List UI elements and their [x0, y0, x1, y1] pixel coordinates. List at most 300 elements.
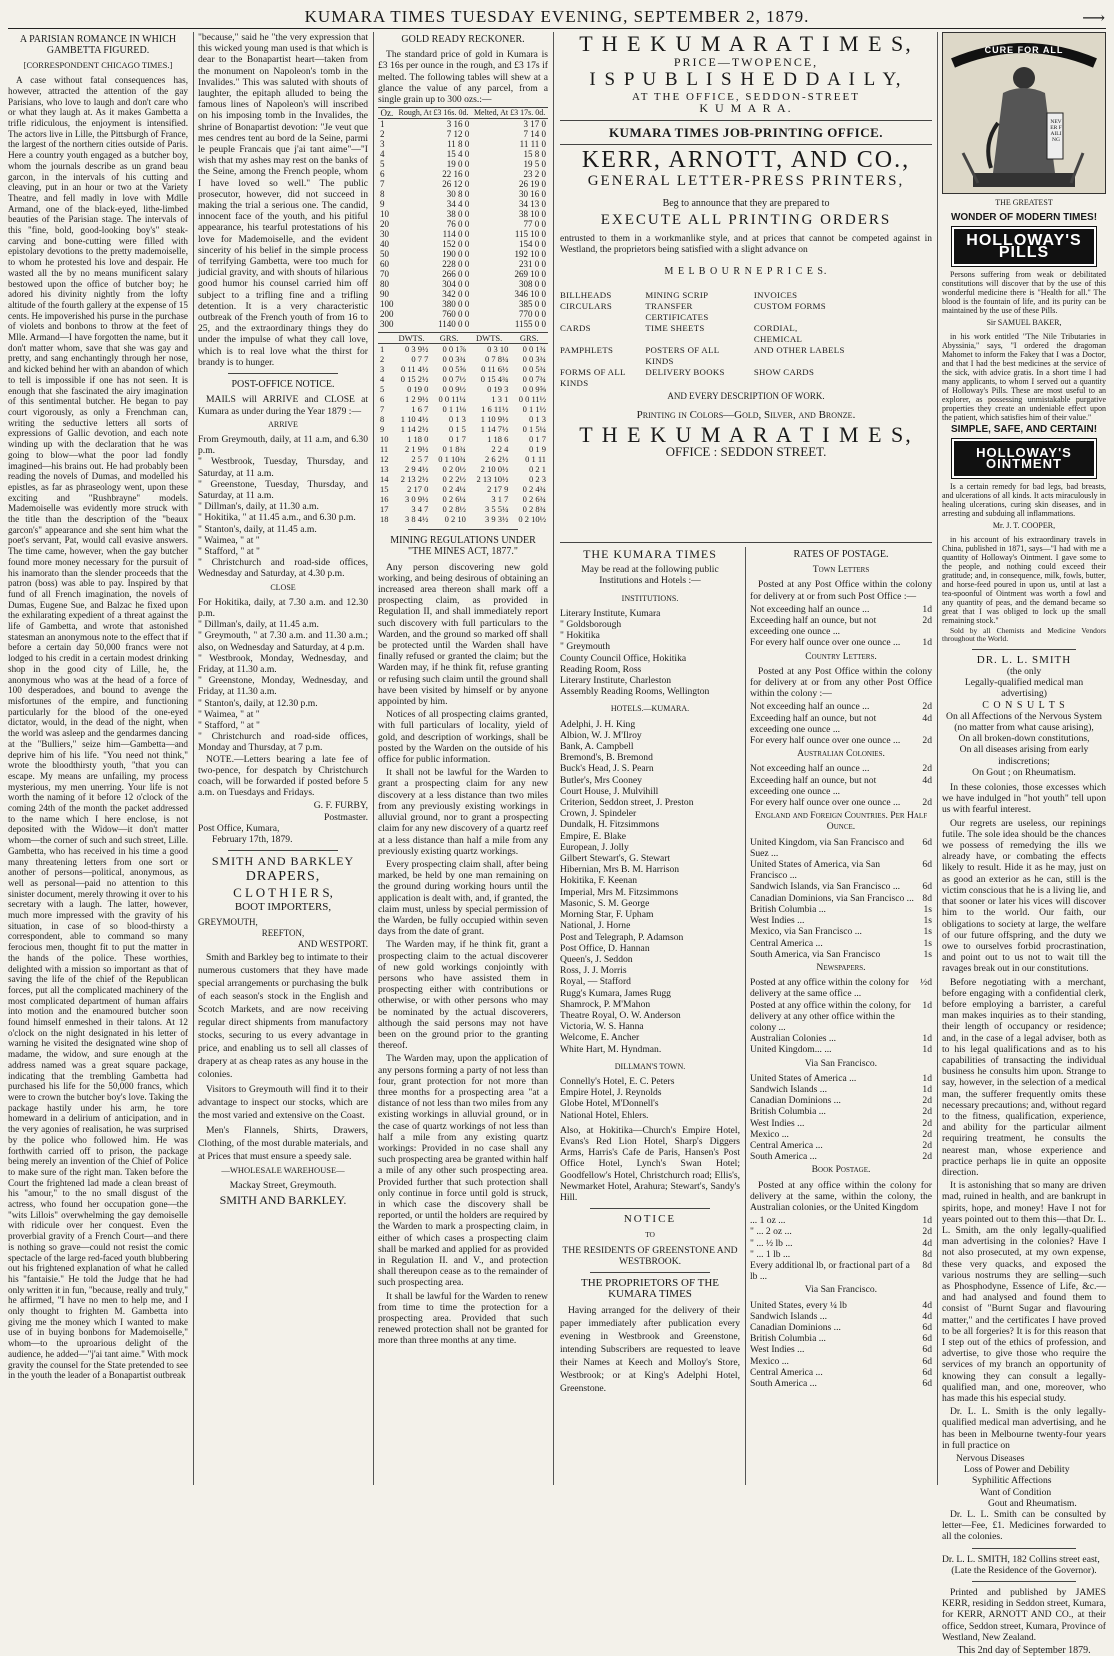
- table-cell: 1: [380, 344, 385, 355]
- drsmith-p1: In these colonies, those excesses which we have indulged in "hot youth" tell upon us with fearful interest.: [942, 782, 1106, 816]
- table-cell: 770 0 0: [519, 309, 546, 320]
- list-item: " Stafford, " at ": [198, 545, 260, 557]
- table-cell: 0 1 11: [525, 454, 546, 465]
- table-cell: 0 0 1⅞: [442, 344, 466, 355]
- flourish-icon: ⟶: [1082, 10, 1106, 27]
- table-row: [378, 219, 548, 229]
- holloway-cooper: Mr. J. T. COOPER,: [992, 520, 1056, 530]
- rate-label: United States of America ...: [750, 1072, 857, 1084]
- table-row: [378, 179, 548, 189]
- rate-row: [750, 1260, 932, 1282]
- holloway-cooper-text: in his account of his extraordinary travels in China, published in 1871, says—"I had with me a quantity of Holloway's Ointment. I gave some to the people, and nothing could exceed their gratitude; and, in consequence, milk, fowls, butter, and horse-feed poured in upon us, until at last a tea-spoonful of Ointment was worth a fowl and any quantity of peas, and the demand became so great that I was obliged to lock up the small remaining stock.": [942, 534, 1106, 625]
- dwts-table: [378, 332, 548, 524]
- rate-row: [750, 1095, 932, 1106]
- list-item: " Waimea, " at ": [198, 708, 260, 720]
- rate-row: [750, 604, 932, 615]
- rate-label: South America ...: [750, 1378, 817, 1390]
- table-row: [378, 309, 548, 319]
- smith-clothiers: C L O T H I E R S,: [233, 884, 333, 900]
- holloway-baker-text: in his work entitled "The Nile Tributaries in Abyssinia," says, "I ordered the dragoman Mahomet to inform the Fakey that I was a Doctor, and that I had the best medicines at the service of the sick, with advice gratis. In a short time I had many applicants, to whom I served out a quantity of Holloway's Pills. These are most useful to an explorer, as possessing unmistakable purgative properties they create an undeniable effect upon the patient, which satisfies him of their value.": [942, 332, 1106, 423]
- table-cell: 1 10 9½: [480, 414, 509, 425]
- table-row: [378, 394, 548, 404]
- rate-row: [750, 1129, 932, 1140]
- table-cell: 50: [380, 249, 389, 260]
- rate-label: Central America ...: [750, 937, 823, 949]
- rate-label: Central America ...: [750, 1366, 823, 1378]
- list-item: " Christchurch and road-side offices, Monday and Thursday, at 7 p.m.: [198, 731, 368, 754]
- table-row: [378, 424, 548, 434]
- table-row: [378, 159, 548, 169]
- table-cell: 154 0 0: [519, 239, 546, 250]
- list-item: Post Office, D. Hannan: [560, 942, 650, 954]
- rate-row: [750, 1300, 932, 1311]
- drsmith-d1: Nervous Diseases: [956, 1453, 1025, 1465]
- table-cell: 1140 0 0: [438, 319, 470, 330]
- smith-p1: Smith and Barkley beg to intimate to their numerous customers that they have made special arrangements or purchasing the bulk of each season's stock in the English and Scotch Markets, and are now receiving regular direct shipments from manufactory stocks, securing to us every advantage in price, and enabling us to sell all classes of drapery at as cheap rates as any house in the colonies.: [198, 951, 368, 1080]
- rates-country-list: [750, 701, 932, 746]
- list-item: Masonic, S. M. George: [560, 897, 650, 909]
- table-cell: 3: [380, 364, 385, 375]
- rate-value: 1s: [923, 937, 932, 949]
- rate-value: 2d: [922, 615, 932, 627]
- table-cell: 200: [380, 309, 394, 320]
- table-cell: 3 16 0: [446, 119, 470, 130]
- list-item: " Christchurch and road-side offices, Wednesday and Saturday, at 4.30 p.m.: [198, 557, 368, 580]
- rate-row: [750, 763, 932, 774]
- table-cell: 0 19 3: [487, 384, 509, 395]
- table-cell: 30: [380, 229, 389, 240]
- rate-value: 2d: [922, 1095, 932, 1107]
- table-cell: 0 19 0: [407, 384, 429, 395]
- table-cell: 2 9 4½: [404, 464, 429, 475]
- table-cell: 2 17 0: [407, 484, 429, 495]
- table-cell: 7 14 0: [523, 129, 546, 140]
- rate-label: British Columbia ...: [750, 1333, 826, 1345]
- list-item: " Stafford, " at ": [198, 719, 260, 731]
- rate-label: Australian Colonies ...: [750, 1033, 837, 1045]
- table-cell: 26 12 0: [442, 179, 470, 190]
- rate-label: For every half ounce over one ounce ...: [750, 797, 901, 809]
- column-readat: [560, 547, 740, 1485]
- rates-aus-list: [750, 763, 932, 808]
- romance-source: [CORRESPONDENT CHICAGO TIMES.]: [23, 60, 173, 70]
- table-cell: 0 1 9: [529, 444, 546, 455]
- table-cell: 3 4 7: [411, 504, 429, 515]
- table-cell: 11: [380, 444, 389, 455]
- rate-row: [750, 1106, 932, 1117]
- readat-dillman-label: DILLMAN'S TOWN.: [614, 1061, 686, 1071]
- list-item: Globe Hotel, M'Donnell's: [560, 1098, 659, 1110]
- rate-value: 2d: [922, 1117, 932, 1129]
- list-item: Rugg's Kumara, James Rugg: [560, 987, 671, 999]
- table-cell: 30 8 0: [446, 189, 470, 200]
- table-cell: 0 2 8½: [442, 504, 466, 515]
- list-item: Bremond's, B. Bremond: [560, 752, 653, 764]
- table-cell: 2 10 0½: [480, 464, 509, 475]
- table-cell: 0 2 6¾: [522, 494, 546, 505]
- table-cell: 90: [380, 289, 389, 300]
- rate-label: United Kingdom... ...: [750, 1044, 832, 1056]
- smith-westport: AND WESTPORT.: [297, 939, 368, 950]
- rate-value: 4d: [922, 712, 932, 724]
- gold-title: GOLD READY RECKONER.: [401, 34, 525, 45]
- table-cell: 0 2 10½: [518, 514, 546, 525]
- table-cell: 14: [380, 474, 389, 485]
- rate-label: Not exceeding half an ounce ...: [750, 603, 870, 615]
- drsmith-l1: On all Affections of the Nervous System (no matter from what cause arising),: [946, 710, 1102, 734]
- column-holloway: [942, 32, 1106, 1656]
- list-item: Literary Institute, Kumara: [560, 607, 661, 619]
- kerr-exec: EXECUTE ALL PRINTING ORDERS: [600, 211, 892, 228]
- table-cell: 2: [380, 129, 385, 140]
- rate-row: [750, 1356, 932, 1367]
- drsmith-addr1: Dr. L. L. SMITH, 182 Collins street east,: [942, 1553, 1100, 1565]
- rate-value: 1d: [922, 1215, 932, 1227]
- rates-town-label: Town Letters: [812, 564, 870, 576]
- post-arrive-label: ARRIVE: [268, 419, 298, 429]
- holloway-illustration: [942, 32, 1106, 194]
- table-row: [378, 289, 548, 299]
- column-romance: [8, 32, 188, 1485]
- rate-value: 6d: [922, 1366, 932, 1378]
- list-item: Ross, J. J. Morris: [560, 965, 627, 977]
- smith-street: Mackay Street, Greymouth.: [229, 1179, 337, 1191]
- table-cell: 40: [380, 239, 389, 250]
- table-cell: 3 17 0: [523, 119, 546, 130]
- table-cell: 0 1 7: [448, 434, 466, 445]
- post-sign-role: Postmaster.: [324, 811, 368, 823]
- dwts-col: DWTS.: [398, 333, 425, 344]
- table-row: [378, 374, 548, 384]
- rate-value: 1d: [922, 603, 932, 615]
- table-cell: 15 8 0: [523, 149, 546, 160]
- rate-label: Posted at any office within the colony, for delivery at any other office within the colony ...: [750, 999, 911, 1033]
- rate-value: 4d: [922, 1237, 932, 1249]
- rate-row: [750, 701, 932, 712]
- rate-row: [750, 915, 932, 926]
- rate-value: 2d: [922, 1128, 932, 1140]
- times-office: AT THE OFFICE, SEDDON-STREET: [632, 90, 860, 103]
- dwts-col: DWTS.: [476, 333, 503, 344]
- holloway-ointment-banner: HOLLOWAY'S OINTMENT: [952, 439, 1096, 477]
- table-cell: 1 6 11½: [481, 404, 509, 415]
- list-item: Literary Institute, Charleston: [560, 675, 672, 687]
- notice-residents: THE RESIDENTS OF GREENSTONE AND WESTBROOK.: [562, 1244, 738, 1267]
- rate-row: [750, 1033, 932, 1044]
- rate-row: [750, 1140, 932, 1151]
- rate-label: For every half ounce over one ounce ...: [750, 637, 901, 649]
- smith-boot: BOOT IMPORTERS,: [234, 900, 332, 913]
- list-item: Albion, W. J. M'Ilroy: [560, 729, 642, 741]
- rate-label: Posted at any office within the colony for delivery at the same office ...: [750, 977, 909, 1000]
- table-row: [378, 354, 548, 364]
- list-item: " Stanton's, daily, at 11.45 a.m.: [198, 523, 317, 535]
- rate-value: 6d: [922, 1378, 932, 1390]
- table-row: [378, 404, 548, 414]
- divider: [408, 529, 518, 530]
- rate-value: 6d: [922, 836, 932, 848]
- divider: [972, 1581, 1076, 1582]
- list-item: Court House, J. Mulvihill: [560, 785, 659, 797]
- table-cell: 80: [380, 279, 389, 290]
- table-row: [378, 209, 548, 219]
- list-item: " Waimea, " at ": [198, 534, 260, 546]
- rate-label: United States of America, via San Francisco ...: [750, 859, 881, 882]
- drsmith-legally: Legally-qualified medical man advertising): [964, 677, 1084, 700]
- table-cell: 300: [380, 319, 394, 330]
- rate-label: Canadian Dominions ...: [750, 1095, 841, 1107]
- mining-p5: The Warden may, if he think fit, grant a prospecting claim to the actual discoverer of new gold workings conjointly with persons who have assisted them in prospecting either with contributions or otherwise, or with other persons who may be nominated by the actual discoverers, although the said persons may not have been on the ground prior to the granting thereof.: [378, 939, 548, 1052]
- table-cell: 266 0 0: [442, 269, 470, 280]
- table-cell: 1 18 0: [407, 434, 429, 445]
- table-cell: 0 0 11½: [518, 394, 546, 405]
- smith-wholesale: —WHOLESALE WAREHOUSE—: [221, 1164, 345, 1175]
- rate-value: 6d: [922, 1355, 932, 1367]
- table-row: [378, 269, 548, 279]
- table-cell: 1 10 4½: [400, 414, 429, 425]
- table-row: [378, 229, 548, 239]
- smith-p2: Visitors to Greymouth will find it to their advantage to inspect our stocks, which are the most varied and extensive on the Coast.: [198, 1083, 368, 1121]
- rate-label: Sandwich Islands ...: [750, 1083, 828, 1095]
- rate-value: 1s: [923, 915, 932, 927]
- holloway-baker: Sir SAMUEL BAKER,: [986, 317, 1062, 327]
- rate-label: South America ...: [750, 1151, 817, 1163]
- rate-value: ½d: [920, 977, 932, 989]
- list-item: Theatre Royal, O. W. Anderson: [560, 1009, 681, 1021]
- times-jobs: KUMARA TIMES JOB-PRINTING OFFICE.: [608, 125, 884, 141]
- rate-value: 2d: [922, 701, 932, 713]
- table-cell: 0 0 3¾: [442, 354, 466, 365]
- table-row: [378, 464, 548, 474]
- table-cell: 10: [380, 209, 389, 220]
- table-cell: 6: [380, 394, 385, 405]
- table-row: [378, 149, 548, 159]
- table-cell: 12: [380, 454, 389, 465]
- rates-news-list: [750, 977, 932, 1055]
- holloway-oint-text: Is a certain remedy for bad legs, bad breasts, and ulcerations of all kinds. It acts miraculously in healing ulcerations, curing skin diseases, and in arresting and subduing all inflammations.: [942, 481, 1106, 518]
- rate-label: Mexico, via San Francisco ...: [750, 926, 862, 938]
- rates-book-list: [750, 1215, 932, 1282]
- readat-title: THE KUMARA TIMES: [583, 547, 717, 561]
- table-row: [378, 129, 548, 139]
- rates-news-label: Newspapers.: [816, 961, 866, 973]
- rates-title: RATES OF POSTAGE.: [793, 549, 889, 560]
- list-item: Royal, — Stafford: [560, 976, 631, 988]
- list-item: " Greenstone, Monday, Wednesday, and Friday, at 11.30 a.m.: [198, 675, 368, 698]
- drsmith-p3: Before negotiating with a merchant, before engaging with a confidential clerk, before employing a barrister, a careful man makes inquiries as to their standing, their length of occupancy or residence; and, in the case of a legal adviser, both as to his legal qualifications and as to his capabilities of transacting the individual business he consults him upon. Strange to say, however, in the selection of a medical man, the sufferer frequently omits these necessary precautions; and, without regard to the fitness, qualification, experience, and ability for the particular ailment requiring treatment, he consults the nearest man, whose experience and practice perhaps lie in quite an opposite direction.: [942, 976, 1106, 1178]
- table-cell: 30 16 0: [519, 189, 546, 200]
- table-cell: 190 0 0: [442, 249, 470, 260]
- rate-row: [750, 1044, 932, 1055]
- list-item: From Greymouth, daily, at 11 a.m, and 6.30 p.m.: [198, 433, 368, 457]
- table-row: [378, 444, 548, 454]
- table-cell: 11 8 0: [447, 139, 470, 150]
- table-row: [378, 454, 548, 464]
- list-item: Hibernian, Mrs B. M. Harrison: [560, 864, 680, 876]
- table-cell: 3 0 9½: [404, 494, 429, 505]
- rates-book-intro: Posted at any office within the colony for delivery at the same, within the colony, the Australian colonies, or the United Kingdom: [750, 1179, 932, 1213]
- list-item: " Dillman's, daily, at 11.45 a.m.: [198, 619, 319, 631]
- rate-label: West Indies ...: [750, 1117, 805, 1129]
- rate-value: 1d: [922, 1033, 932, 1045]
- service-item: [855, 367, 932, 389]
- column-post: [198, 32, 368, 1485]
- post-close-label: CLOSE: [270, 582, 296, 592]
- service-item: TIME SHEETS: [645, 322, 705, 333]
- post-intro: MAILS will ARRIVE and CLOSE at Kumara as under during the Year 1879 :—: [198, 394, 368, 417]
- list-item: Empire, E. Blake: [560, 830, 627, 842]
- grs-col: GRS.: [519, 333, 539, 344]
- table-row: [378, 364, 548, 374]
- kerr-colors: Printing in Colors—Gold, Silver, and Bronze.: [636, 408, 856, 421]
- gold-col-rough: Rough, At £3 16s. 0d.: [398, 108, 469, 118]
- rate-row: [750, 893, 932, 904]
- list-item: Adelphi, J. H. King: [560, 718, 636, 730]
- list-item: Criterion, Seddon street, J. Preston: [560, 797, 694, 809]
- table-cell: 0 1 5¼: [522, 424, 546, 435]
- table-cell: 0 11 6½: [481, 364, 509, 375]
- notice-to: TO: [645, 1230, 655, 1240]
- rate-label: British Columbia ...: [750, 1106, 826, 1118]
- rates-country-intro: Posted at any Post Office within the colony for delivery at or from any other Post Office within the colony :—: [750, 665, 932, 700]
- table-cell: 3: [380, 139, 385, 150]
- service-item: MINING SCRIP: [645, 289, 709, 300]
- table-cell: 304 0 0: [442, 279, 470, 290]
- table-cell: 7: [380, 404, 385, 415]
- kerr-melbourne: M E L B O U R N E P R I C E S.: [664, 266, 828, 278]
- table-cell: 7 12 0: [446, 129, 470, 140]
- table-cell: 1155 0 0: [514, 319, 546, 330]
- table-row: [378, 189, 548, 199]
- post-sign-place: Post Office, Kumara,: [198, 822, 280, 834]
- table-cell: 19 5 0: [523, 159, 546, 170]
- table-cell: 0 0 7¾: [522, 374, 546, 385]
- table-cell: 1 18 6: [487, 434, 509, 445]
- holloway-pills-banner: HOLLOWAY'S PILLS: [952, 227, 1096, 265]
- rates-sf-label: Via San Francisco.: [804, 1057, 878, 1069]
- rate-row: [750, 1344, 932, 1355]
- rate-row: [750, 1238, 932, 1249]
- drsmith-d2: Loss of Power and Debility: [964, 1464, 1070, 1476]
- table-row: [378, 494, 548, 504]
- mining-p4: Every prospecting claim shall, after being marked, be held by one man remaining on the ground during working hours until the application is dealt with, and, if granted, the claim must, unless by special permission of the Warden, be fully occupied within seven days from the date of grant.: [378, 858, 548, 938]
- table-cell: 77 0 0: [523, 219, 546, 230]
- masthead-title: KUMARA TIMES TUESDAY EVENING, SEPTEMBER 2, 1879.: [304, 7, 810, 26]
- table-cell: 1 3 1: [491, 394, 509, 405]
- table-cell: 9: [380, 424, 385, 435]
- rates-sf-list: [750, 1073, 932, 1163]
- table-cell: 1 2 9½: [404, 394, 429, 405]
- list-item: Post and Telegraph, P. Adamson: [560, 931, 684, 943]
- rate-row: [750, 1378, 932, 1389]
- table-cell: 0 1 3: [448, 414, 466, 425]
- list-item: Morning Star, F. Upham: [560, 909, 654, 921]
- holloway-wonder: WONDER OF MODERN TIMES!: [950, 212, 1098, 224]
- rate-row: [750, 1215, 932, 1226]
- rate-value: 6d: [922, 1322, 932, 1333]
- rates-sf2-label: Via San Francisco.: [804, 1284, 878, 1296]
- list-item: Gilbert Stewart's, G. Stewart: [560, 853, 671, 865]
- service-item: BILLHEADS: [560, 289, 612, 300]
- rates-country-label: Country Letters.: [805, 650, 877, 662]
- table-cell: 0 1 5: [448, 424, 466, 435]
- list-item: Victoria, W. S. Hanna: [560, 1021, 644, 1033]
- divider: [228, 850, 338, 851]
- rate-label: Exceeding half an ounce, but not exceeding one ounce ...: [750, 712, 877, 735]
- rate-value: 8d: [922, 892, 932, 904]
- table-cell: 0 11 4½: [401, 364, 429, 375]
- list-item: Butler's, Mrs Cooney: [560, 774, 642, 786]
- rate-value: 2d: [922, 1139, 932, 1151]
- mining-p1: Any person discovering new gold working, and being desirous of obtaining an increased area thereon shall mark off a prospecting claim, as provided in Regulation II, and shall immediately report such discovery with full particulars to the Warden, and the ground so marked off shall be protected until the Warden shall have finally refused or granted the claim; but the Warden may, if he think fit, refuse granting or refusing such claim until the ground shall have been visited by himself or by anyone appointed by him.: [378, 561, 548, 708]
- table-cell: 2: [380, 354, 385, 365]
- list-item: Reading Room, Ross: [560, 663, 642, 675]
- list-item: Welcome, E. Ancher: [560, 1032, 640, 1044]
- holloway-never: NEVER FAILING: [1050, 119, 1062, 143]
- table-cell: 20: [380, 219, 389, 230]
- rate-label: Not exceeding half an ounce ...: [750, 701, 870, 713]
- rate-label: United States, every ¼ lb: [750, 1299, 847, 1311]
- rate-label: Central America ...: [750, 1139, 823, 1151]
- rate-row: [750, 713, 932, 735]
- table-row: [378, 259, 548, 269]
- rate-value: 1d: [922, 1083, 932, 1095]
- grs-col: GRS.: [439, 333, 459, 344]
- service-item: TRANSFER CERTIFICATES: [645, 300, 709, 322]
- table-cell: 2 13 2½: [400, 474, 429, 485]
- divider: [972, 649, 1076, 650]
- smith-footer: SMITH AND BARKLEY.: [219, 1193, 347, 1208]
- notice-having: Having arranged for the delivery of their paper immediately after publication every evening in Westbrook and Greenstone, intending Subscribers are requested to leave their Names at Keech and Molloy's Store, Westbrook; or at King's Adelphi Hotel, Greenstone.: [560, 1305, 740, 1395]
- times-office-street: OFFICE : SEDDON STREET.: [665, 444, 827, 460]
- table-cell: 4: [380, 149, 385, 160]
- times-block: [560, 32, 932, 537]
- table-cell: 0 2 3: [529, 474, 546, 485]
- list-item: " Goldsborough: [560, 619, 622, 631]
- table-cell: 0 1 7: [529, 434, 546, 445]
- table-cell: 0 0 11¼: [438, 394, 466, 405]
- divider: [972, 1548, 1076, 1549]
- rate-value: 2d: [922, 1226, 932, 1238]
- rate-row: [750, 1000, 932, 1034]
- rate-label: United Kingdom, via San Francisco and Suez ...: [750, 836, 905, 859]
- drsmith-p6: Dr. L. L. Smith can be consulted by letter—Fee, £1. Medicines forwarded to all the colonies.: [942, 1509, 1106, 1543]
- rate-row: [750, 615, 932, 637]
- table-row: [378, 504, 548, 514]
- rate-row: [750, 1151, 932, 1162]
- table-cell: 0 15 2½: [400, 374, 429, 385]
- rate-row: [750, 1226, 932, 1237]
- rate-value: 1s: [923, 948, 932, 960]
- rate-value: 1d: [922, 999, 932, 1011]
- smith-drapers: DRAPERS,: [245, 869, 321, 885]
- table-cell: 0 1 10¾: [438, 454, 466, 465]
- table-row: [378, 249, 548, 259]
- rate-value: 1d: [922, 1072, 932, 1084]
- table-row: [378, 474, 548, 484]
- table-cell: 23 2 0: [523, 169, 546, 180]
- service-item: PAMPHLETS: [560, 344, 614, 355]
- list-item: Queen's, J. Seddon: [560, 953, 633, 965]
- table-cell: 0 2 4¾: [522, 484, 546, 495]
- rate-label: For every half ounce over one ounce ...: [750, 735, 901, 747]
- table-cell: 3 8 4½: [404, 514, 429, 525]
- rates-eng-label: England and Foreign Countries. Per Half Ounce.: [754, 810, 928, 833]
- rate-value: 8d: [922, 1248, 932, 1260]
- table-cell: 2 2 4: [491, 444, 509, 455]
- post-sign-name: G. F. FURBY,: [313, 800, 368, 812]
- rate-label: Mexico ...: [750, 1128, 789, 1140]
